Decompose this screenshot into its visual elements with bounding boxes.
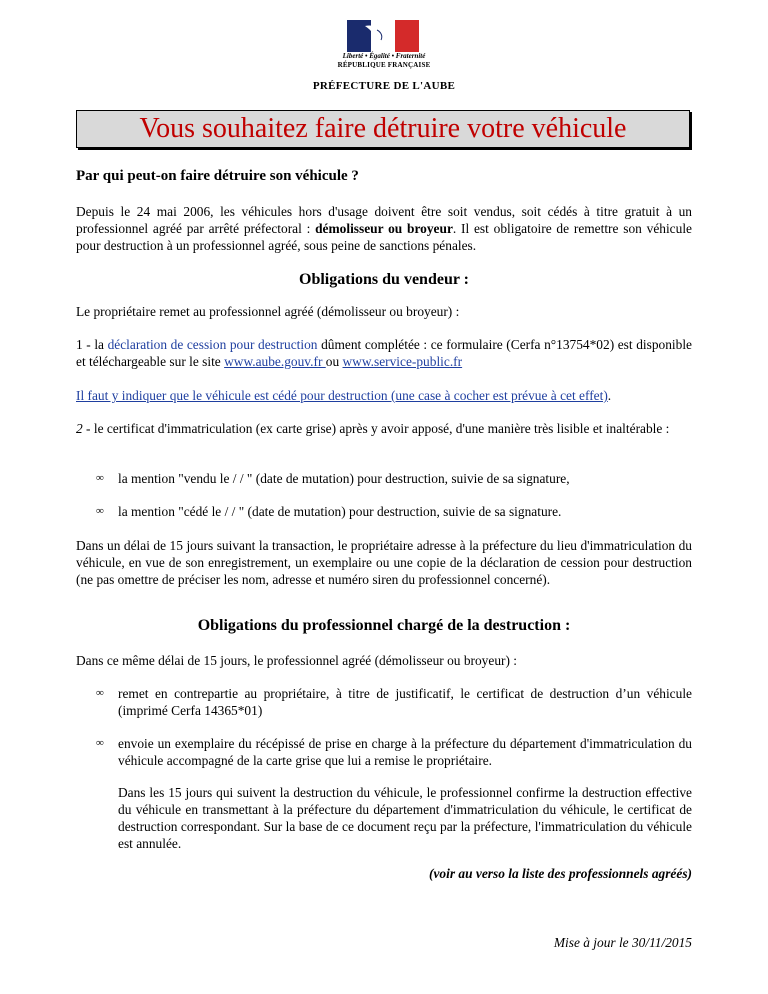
- intro-text-end: . Il est obligatoire de remettre son véhicule pour destruction à un professionnel agréé, sous peine de sanctions pénales.: [76, 221, 692, 253]
- republic-logo: [333, 16, 435, 72]
- intro-paragraph: [76, 203, 692, 254]
- seller-item-2: [76, 420, 692, 437]
- page-title: Vous souhaitez faire détruire votre véhicule: [139, 113, 627, 144]
- professional-followup: Dans les 15 jours qui suivent la destruction du véhicule, le professionnel confirme la destruction effective du véhicule en transmettant à la préfecture du département d'immatriculation du véhicule, le certificat de destruction correspondant. Sur la base de ce document reçu par la préfecture, l'immatriculation du véhicule est annulée.: [118, 785, 692, 851]
- marianne-flag-icon: [347, 20, 419, 52]
- service-public-link[interactable]: www.service-public.fr: [342, 354, 463, 369]
- section-heading-who: Par qui peut-on faire détruire son véhicule ?: [76, 168, 359, 184]
- item2-number: 2: [76, 421, 83, 436]
- bullet-icon: ∞: [96, 687, 104, 699]
- item1-or: ou: [325, 354, 343, 369]
- prefecture-name: PRÉFECTURE DE L'AUBE: [312, 80, 456, 92]
- page-title-box: [76, 110, 690, 148]
- seller-intro: Le propriétaire remet au professionnel agréé (démolisseur ou broyeur) :: [76, 304, 460, 319]
- intro-bold: démolisseur ou broyeur: [315, 221, 453, 236]
- motto: Liberté • Égalité • Fraternité: [342, 52, 426, 60]
- destruction-notice: [76, 387, 692, 404]
- intro-text: Depuis le 24 mai 2006, les véhicules hors d'usage doivent être soit vendus, soit cédés à titre gratuit à un professionnel agréé par arrêté préfectoral :: [76, 204, 692, 236]
- item1-text: dûment complétée : ce formulaire (Cerfa n°13754*02) est disponible et téléchargeable sur le site: [76, 337, 692, 369]
- seller-bullet-2: la mention "cédé le / / " (date de mutation) pour destruction, suivie de sa signature.: [118, 504, 562, 519]
- seller-closing: Dans un délai de 15 jours suivant la transaction, le propriétaire adresse à la préfecture du lieu d'immatriculation du véhicule, en vue de son enregistrement, un exemplaire ou une copie de la déclaration de cession pour destruction (ne pas omettre de préciser les nom, adresse et numéro siren du professionnel concerné).: [76, 538, 692, 587]
- section-heading-professional: Obligations du professionnel chargé de la destruction :: [197, 617, 571, 634]
- see-verso-note: (voir au verso la liste des professionnels agréés): [429, 866, 692, 881]
- cession-declaration-link[interactable]: déclaration de cession pour destruction: [107, 337, 318, 352]
- item2-text: - le certificat d'immatriculation (ex carte grise) après y avoir apposé, d'une manière très lisible et inaltérable :: [82, 421, 670, 436]
- aube-gouv-link[interactable]: www.aube.gouv.fr: [224, 354, 326, 369]
- update-date: Mise à jour le 30/11/2015: [553, 935, 692, 950]
- professional-intro: Dans ce même délai de 15 jours, le professionnel agréé (démolisseur ou broyeur) :: [76, 653, 518, 668]
- professional-bullet-2: envoie un exemplaire du récépissé de prise en charge à la préfecture du département d'immatriculation du véhicule accompagné de la carte grise que lui a remise le propriétaire.: [118, 736, 692, 768]
- section-heading-seller: Obligations du vendeur :: [299, 271, 469, 288]
- seller-item-1: [76, 336, 692, 370]
- professional-bullet-1: remet en contrepartie au propriétaire, à titre de justificatif, le certificat de destruction d’un véhicule (imprimé Cerfa 14365*01): [118, 686, 692, 718]
- item1-prefix: 1 - la: [76, 337, 108, 352]
- bullet-icon: ∞: [96, 505, 104, 517]
- bullet-icon: ∞: [96, 472, 104, 484]
- bullet-icon: ∞: [96, 737, 104, 749]
- republic-name: RÉPUBLIQUE FRANÇAISE: [337, 61, 431, 69]
- notice-end: .: [607, 388, 612, 403]
- destruction-notice-link[interactable]: Il faut y indiquer que le véhicule est cédé pour destruction (une case à cocher est prévue à cet effet): [76, 388, 608, 403]
- seller-bullet-1: la mention "vendu le / / " (date de mutation) pour destruction, suivie de sa signature,: [118, 471, 570, 486]
